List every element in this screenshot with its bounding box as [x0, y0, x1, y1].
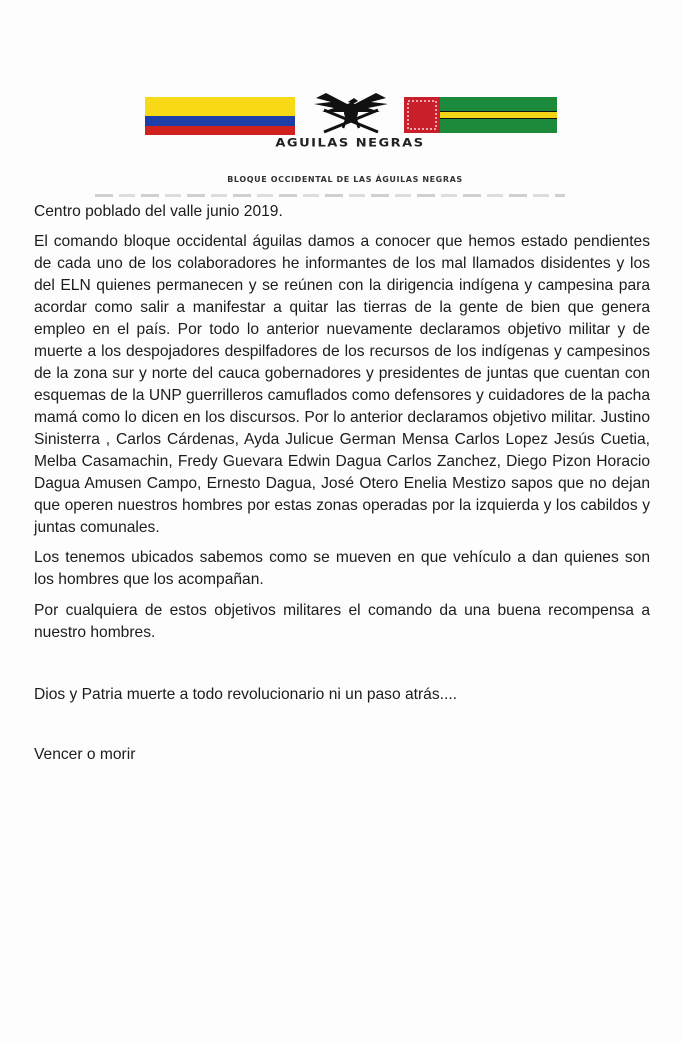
motto-line: Dios y Patria muerte a todo revolucionario ni un paso atrás....	[34, 686, 457, 703]
reward-paragraph: Por cualquiera de estos objetivos militares el comando da una buena recompensa a nuestro hombres.	[34, 602, 650, 641]
flag-red-stripe	[145, 126, 295, 136]
eagle-head	[348, 98, 358, 104]
date-line: Centro poblado del valle junio 2019.	[34, 203, 283, 220]
letterhead	[0, 0, 682, 200]
organization-name: AGUILAS NEGRAS	[275, 136, 425, 151]
organization-bloque: BLOQUE OCCIDENTAL DE LAS ÁGUILAS NEGRAS	[227, 175, 463, 184]
main-paragraph: El comando bloque occidental águilas damos a conocer que hemos estado pendientes de cada uno de los colaboradores he informantes de los mal llamados disidentes y los del ELN quienes permanecen y se reúnen con la dirigencia indígena y campesina para acordar como salir a manifestar a quitar las tierras de la gente de bien que genera empleo en el país. Por todo lo anterior nuevamente declaramos objetivo militar y de muerte a los despojadores despilfadores de los recursos de los indígenas y campesinos de la zona sur y norte del cauca gobernadores y presidentes de juntas que cuentan con esquemas de la UNP guerrilleros camuflados como defensores y cuidadores de la pacha mamá como lo dicen en los discursos. Por lo anterior declaramos objetivo militar. Justino Sinisterra , Carlos Cárdenas, Ayda Julicue German Mensa Carlos Lopez Jesús Cuetia, Melba Casamachin, Fredy Guevara Edwin Dagua Carlos Zanchez, Diego Pizon Horacio Dagua Amusen Campo, Ernesto Dagua, José Otero Enelia Mestizo sapos que no dejan que operen nuestros hombres por estas zonas operadas por la izquierda y los cabildos y juntas comunales.	[34, 233, 650, 536]
eagle-emblem-icon	[296, 88, 406, 138]
regional-flag-icon	[404, 97, 557, 133]
colombia-flag-icon	[145, 97, 295, 135]
flag-blue-stripe	[145, 116, 295, 126]
letter-body	[34, 201, 650, 766]
faded-header-line	[95, 194, 565, 197]
flag-yellow-stripe	[145, 97, 295, 116]
located-paragraph: Los tenemos ubicados sabemos como se mueven en que vehículo a dan quienes son los hombres que los acompañan.	[34, 549, 650, 588]
closing-line: Vencer o morir	[34, 746, 136, 763]
